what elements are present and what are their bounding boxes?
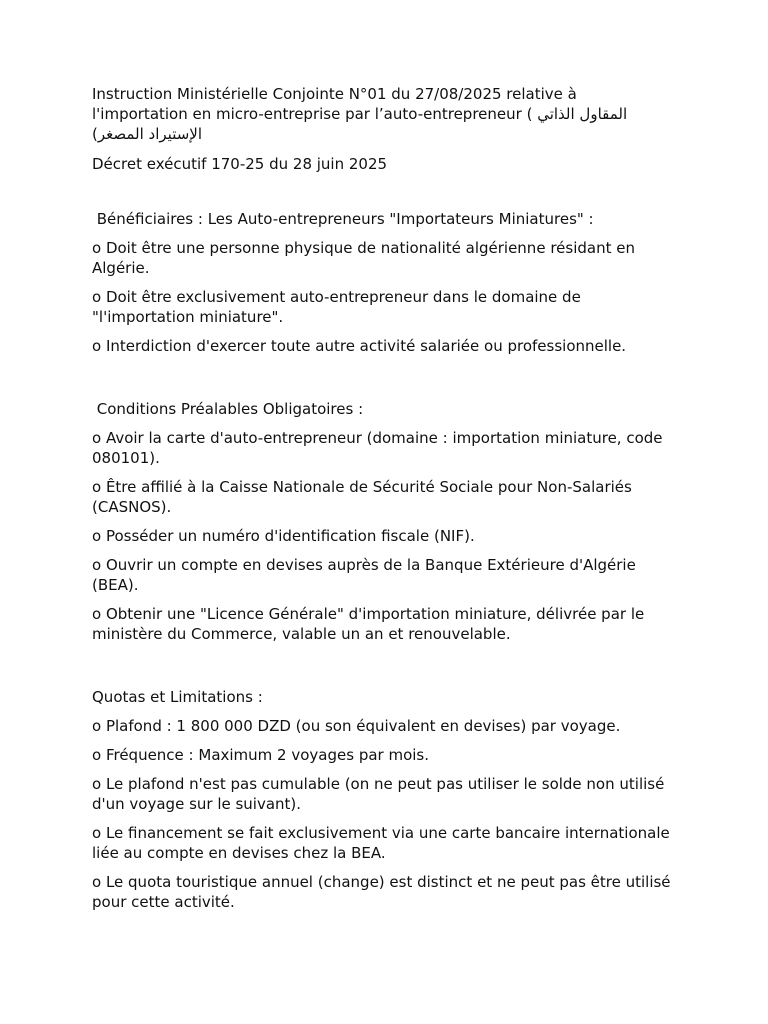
section-spacer [92, 174, 672, 209]
conditions-section [92, 399, 672, 644]
list-item: o Le quota touristique annuel (change) est distinct et ne peut pas être utilisé pour cette activité. [92, 873, 671, 911]
section-spacer [92, 365, 672, 399]
quotas-heading: Quotas et Limitations : [92, 688, 263, 706]
list-item: o Doit être une personne physique de nationalité algérienne résidant en Algérie. [92, 239, 635, 277]
list-item: o Doit être exclusivement auto-entrepreneur dans le domaine de "l'importation miniature". [92, 288, 581, 326]
title-line-2: l'importation en micro-entreprise par l’auto-entrepreneur ( المقاول الذاتي [92, 105, 628, 123]
document-page [92, 84, 672, 921]
list-item: o Obtenir une "Licence Générale" d'importation miniature, délivrée par le ministère du Commerce, valable un an et renouvelable. [92, 605, 645, 643]
list-item: o Le plafond n'est pas cumulable (on ne peut pas utiliser le solde non utilisé d'un voyage sur le suivant). [92, 775, 665, 813]
conditions-heading: Conditions Préalables Obligatoires : [92, 400, 364, 418]
quotas-section [92, 687, 672, 912]
beneficiaries-section [92, 209, 672, 356]
decree-reference: Décret exécutif 170-25 du 28 juin 2025 [92, 155, 388, 173]
section-spacer [92, 653, 672, 687]
list-item: o Posséder un numéro d'identification fiscale (NIF). [92, 527, 475, 545]
list-item: o Ouvrir un compte en devises auprès de la Banque Extérieure d'Algérie (BEA). [92, 556, 636, 594]
list-item: o Avoir la carte d'auto-entrepreneur (domaine : importation miniature, code 080101). [92, 429, 663, 467]
list-item: o Plafond : 1 800 000 DZD (ou son équivalent en devises) par voyage. [92, 717, 621, 735]
list-item: o Être affilié à la Caisse Nationale de Sécurité Sociale pour Non-Salariés (CASNOS). [92, 478, 632, 516]
list-item: o Le financement se fait exclusivement via une carte bancaire internationale liée au compte en devises chez la BEA. [92, 824, 670, 862]
title-line-1: Instruction Ministérielle Conjointe N°01 du 27/08/2025 relative à [92, 85, 577, 103]
title-line-3-arabic: الإستيراد المصغر) [92, 125, 203, 143]
beneficiaries-heading: Bénéficiaires : Les Auto-entrepreneurs "Importateurs Miniatures" : [92, 210, 594, 228]
list-item: o Fréquence : Maximum 2 voyages par mois. [92, 746, 430, 764]
list-item: o Interdiction d'exercer toute autre activité salariée ou professionnelle. [92, 337, 627, 355]
document-title [92, 84, 672, 144]
